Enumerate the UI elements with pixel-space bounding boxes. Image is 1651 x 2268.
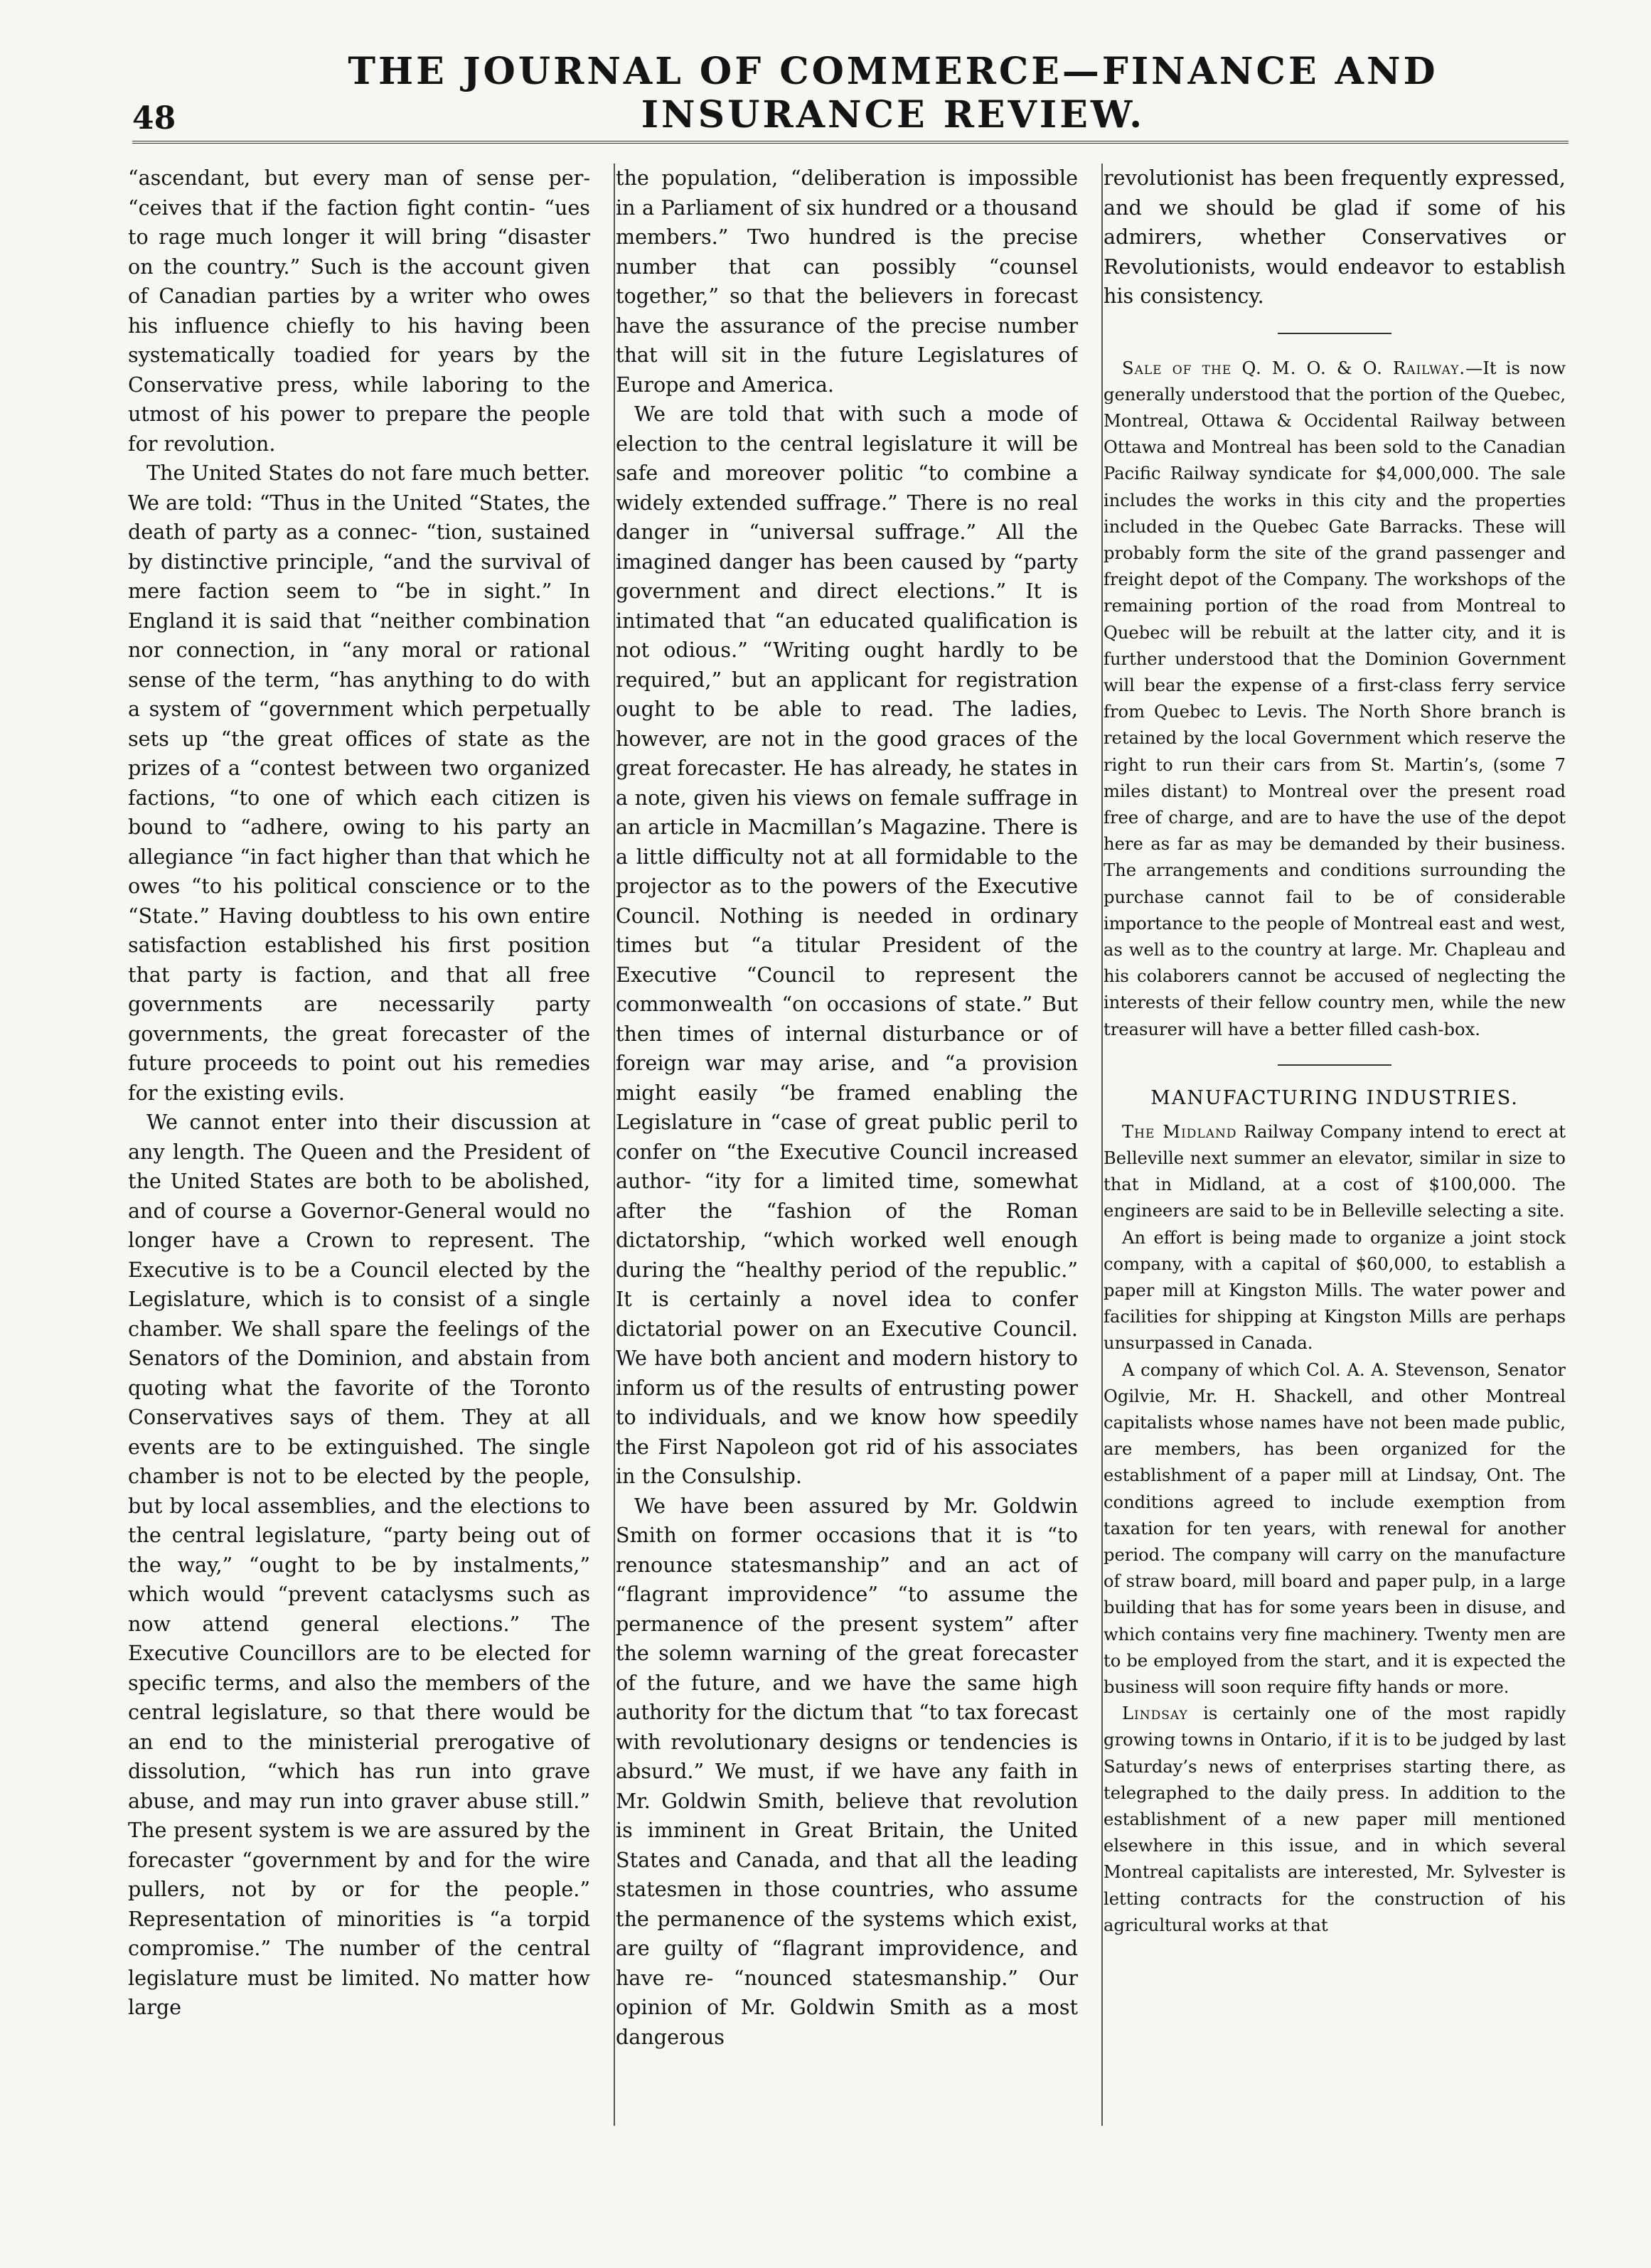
news-item-body: Railway Company intend to erect at Belleville next summer an elevator, similar in size to that in Midland, at a cost of $100,000. The engineers are said to be in Belleville selecting a site. xyxy=(1104,1121,1566,1221)
page-number: 48 xyxy=(132,100,176,137)
paragraph: revolutionist has been frequently expressed, and we should be glad if some of his admirers, whether Conservatives or Revolutionists, would endeavor to establish his consistency. xyxy=(1104,166,1566,308)
column-2 xyxy=(616,164,1078,2126)
paragraph: “ascendant, but every man of sense per- “ceives that if the faction fight contin- “ues to rage much longer it will bring “disaster on the country.” Such is the account given of Canadian parties by a writer who owes his influence chiefly to his having been systematically toadied for years by the Conservative press, while laboring to the utmost of his power to prepare the people for revolution. xyxy=(128,166,590,456)
news-item-lead: Sale of the Q. M. O. & O. Railway. xyxy=(1122,358,1466,378)
news-item-lindsay xyxy=(1104,1701,1566,1939)
news-item-railway-sale xyxy=(1104,355,1566,1043)
news-item-body: —It is now generally understood that the portion of the Quebec, Montreal, Ottawa & Occidental Railway between Ottawa and Montreal has been sold to the Canadian Pacific Railway syndicate for $4,000,000. The sale includes the works in this city and the properties included in the Quebec Gate Barracks. These will probably form the site of the grand passenger and freight depot of the Company. The workshops of the remaining portion of the road from Montreal to Quebec will be rebuilt at the latter city, and it is further understood that the Dominion Government will bear the expense of a first-class ferry service from Quebec to Levis. The North Shore branch is retained by the local Government which reserve the right to run their cars from St. Martin’s, (some 7 miles distant) to Montreal over the present road free of charge, and are to have the use of the depot here as far as may be demanded by their business. The arrangements and conditions surrounding the purchase cannot fail to be of considerable importance to the people of Montreal east and west, as well as to the country at large. Mr. Chapleau and his colaborers cannot be accused of neglecting the interests of their fellow country men, while the new treasurer will have a better filled cash-box. xyxy=(1104,358,1566,1039)
paragraph: the population, “deliberation is impossible in a Parliament of six hundred or a thousand members.” Two hundred is the precise number that can possibly “counsel together,” so that the believers in forecast have the assurance of the precise number that will sit in the future Legislatures of Europe and America. xyxy=(616,166,1078,397)
section-divider xyxy=(1278,1064,1391,1066)
paragraph: We are told that with such a mode of election to the central legislature it will be safe and moreover politic “to combine a widely extended suffrage.” There is no real danger in “universal suffrage.” All the imagined danger has been caused by “party government and direct elections.” It is intimated that “an educated qualification is not odious.” “Writing ought hardly to be required,” but an applicant for registration ought to be able to read. The ladies, however, are not in the good graces of the great forecaster. He has already, he states in a note, given his views on female suffrage in an article in Macmillan’s Magazine. There is a little difficulty not at all formidable to the projector as to the powers of the Executive Council. Nothing is needed in ordinary times but “a titular President of the Executive “Council to represent the commonwealth “on occasions of state.” But then times of internal disturbance or of foreign war may arise, and “a provision might easily “be framed enabling the Legislature in “case of great public peril to confer on “the Executive Council increased author- “ity for a limited time, somewhat after the “fashion of the Roman dictatorship, “which worked well enough during the “healthy period of the republic.” It is certainly a novel idea to confer dictatorial power on an Executive Council. We have both ancient and modern history to inform us of the results of entrusting power to individuals, and we know how speedily the First Napoleon got rid of his associates in the Consulship. xyxy=(616,402,1078,1488)
journal-title: THE JOURNAL OF COMMERCE—FINANCE AND INSURANCE REVIEW. xyxy=(348,50,1438,137)
paragraph: We have been assured by Mr. Goldwin Smith on former occasions that it is “to renounce statesmanship” and an act of “flagrant improvidence” “to assume the permanence of the present system” after the solemn warning of the great forecaster of the future, and we have the same high authority for the dictum that “to tax forecast with revolutionary designs or tendencies is absurd.” We must, if we have any faith in Mr. Goldwin Smith, believe that revolution is imminent in Great Britain, the United States and Canada, and that all the leading statesmen in those countries, who assume the permanence of the systems which exist, are guilty of “flagrant improvidence, and have re- “nounced statesmanship.” Our opinion of Mr. Goldwin Smith as a most dangerous xyxy=(616,1493,1078,2049)
news-item-body: is certainly one of the most rapidly growing towns in Ontario, if it is to be judged by last Saturday’s news of enterprises starting there, as telegraphed to the daily press. In addition to the establishment of a new paper mill mentioned elsewhere in this issue, and in which several Montreal capitalists are interested, Mr. Sylvester is letting contracts for the construction of his agricultural works at that xyxy=(1104,1703,1566,1935)
paragraph: We cannot enter into their discussion at any length. The Queen and the President of the United States are both to be abolished, and of course a Governor-General would no longer have a Crown to represent. The Executive is to be a Council elected by the Legislature, which is to consist of a single chamber. We shall spare the feelings of the Senators of the Dominion, and abstain from quoting what the favorite of the Toronto Conservatives says of them. They at all events are to be extinguished. The single chamber is not to be elected by the people, but by local assemblies, and the elections to the central legislature, “party being out of the way,” “ought to be by instalments,” which would “prevent cataclysms such as now attend general elections.” The Executive Councillors are to be elected for specific terms, and also the members of the central legislature, so that there would be an end to the ministerial prerogative of dissolution, “which has run into grave abuse, and may run into graver abuse still.” The present system is we are assured by the forecaster “government by and for the wire pullers, not by or for the people.” Representation of minorities is “a torpid compromise.” The number of the central legislature must be limited. No matter how large xyxy=(128,1110,590,2019)
section-divider xyxy=(1278,333,1391,334)
column-3 xyxy=(1104,164,1566,2126)
article-columns xyxy=(128,164,1571,2126)
news-item-lindsay-paper-mill: A company of which Col. A. A. Stevenson, Senator Ogilvie, Mr. H. Shackell, and other Montreal capitalists whose names have not been made public, are members, has been organized for the establishment of a paper mill at Lindsay, Ont. The conditions agreed to include exemption from taxation for ten years, with renewal for another period. The company will carry on the manufacture of straw board, mill board and paper pulp, in a large building that has for some years been in disuse, and which contains very fine machinery. Twenty men are to be employed from the start, and it is expected the business will soon require fifty hands or more. xyxy=(1104,1359,1566,1698)
paragraph: The United States do not fare much better. We are told: “Thus in the United “States, the death of party as a connec- “tion, sustained by distinctive principle, “and the survival of mere faction seem to “be in sight.” In England it is said that “neither combination nor connection, in “any moral or rational sense of the term, “has anything to do with a system of “government which perpetually sets up “the great offices of state as the prizes of a “contest between two organized factions, “to one of which each citizen is bound to “adhere, owing to his party an allegiance “in fact higher than that which he owes “to his political conscience or to the “State.” Having doubtless to his own entire satisfaction established his first position that party is faction, and that all free governments are necessarily party governments, the great forecaster of the future proceeds to point out his remedies for the existing evils. xyxy=(128,461,590,1105)
news-item-kingston: An effort is being made to organize a joint stock company, with a capital of $60,000, to establish a paper mill at Kingston Mills. The water power and facilities for shipping at Kingston Mills are perhaps unsurpassed in Canada. xyxy=(1104,1227,1566,1354)
section-heading: MANUFACTURING INDUSTRIES. xyxy=(1150,1086,1519,1109)
news-item-midland xyxy=(1104,1119,1566,1225)
page-header xyxy=(132,50,1569,144)
news-item-lead: Lindsay xyxy=(1122,1703,1188,1724)
news-item-lead: The Midland xyxy=(1122,1121,1237,1142)
column-1 xyxy=(128,164,590,2126)
